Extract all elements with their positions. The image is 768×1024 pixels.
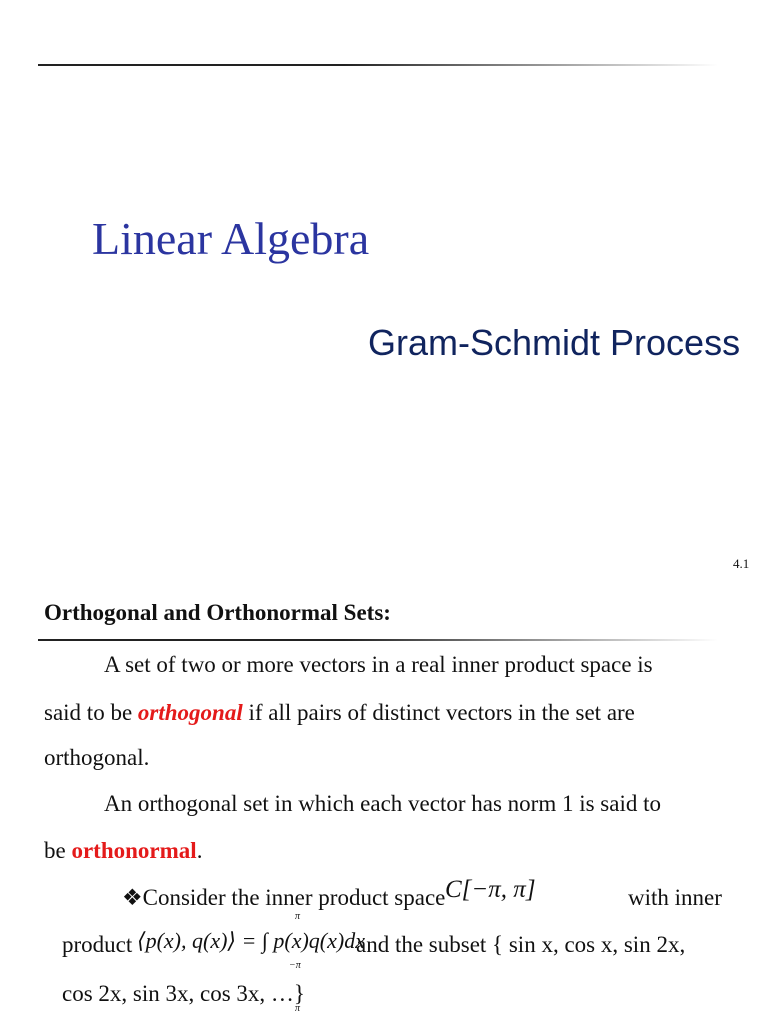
para1-line2-post: if all pairs of distinct vectors in the set are (242, 700, 635, 725)
inner-product-formula: ⟨p(x), q(x)⟩ = ∫ p(x)q(x)dx (137, 928, 365, 953)
space-notation: C[−π, π] (445, 876, 536, 903)
integral-upper-limit: π (295, 911, 301, 922)
para2-line2 (44, 838, 202, 864)
bullet-line1 (122, 885, 445, 911)
para1-line2-pre: said to be (44, 700, 138, 725)
slide-title: Linear Algebra (92, 213, 370, 264)
term-orthonormal: orthonormal (71, 838, 197, 863)
para1-line1: A set of two or more vectors in a real inner product space is (104, 652, 653, 677)
para2-line2-post: . (196, 838, 203, 863)
para1-line2 (44, 700, 635, 726)
top-divider (38, 64, 718, 66)
term-orthogonal: orthogonal (137, 700, 243, 725)
para2-line1: An orthogonal set in which each vector has norm 1 is said to (104, 791, 661, 816)
bullet-text2: with inner (628, 885, 722, 910)
heading-divider (38, 639, 718, 641)
bullet-diamond-icon: ❖ (122, 885, 143, 910)
bullet-text1: Consider the inner product space (142, 885, 446, 910)
page-number: 4.1 (733, 556, 750, 571)
integral-lower-limit: −π (289, 960, 301, 971)
para2-line2-pre: be (44, 838, 72, 863)
section-heading: Orthogonal and Orthonormal Sets: (44, 600, 391, 625)
bullet-text3: product (62, 932, 133, 957)
bullet-text4: and the subset { sin x, cos x, sin 2x, (356, 932, 686, 957)
slide-subtitle: Gram-Schmidt Process (368, 322, 741, 363)
bullet-line3: cos 2x, sin 3x, cos 3x, …} (62, 981, 305, 1006)
para1-line3: orthogonal. (44, 745, 150, 770)
cutoff-integral-limit: π (295, 1003, 301, 1014)
